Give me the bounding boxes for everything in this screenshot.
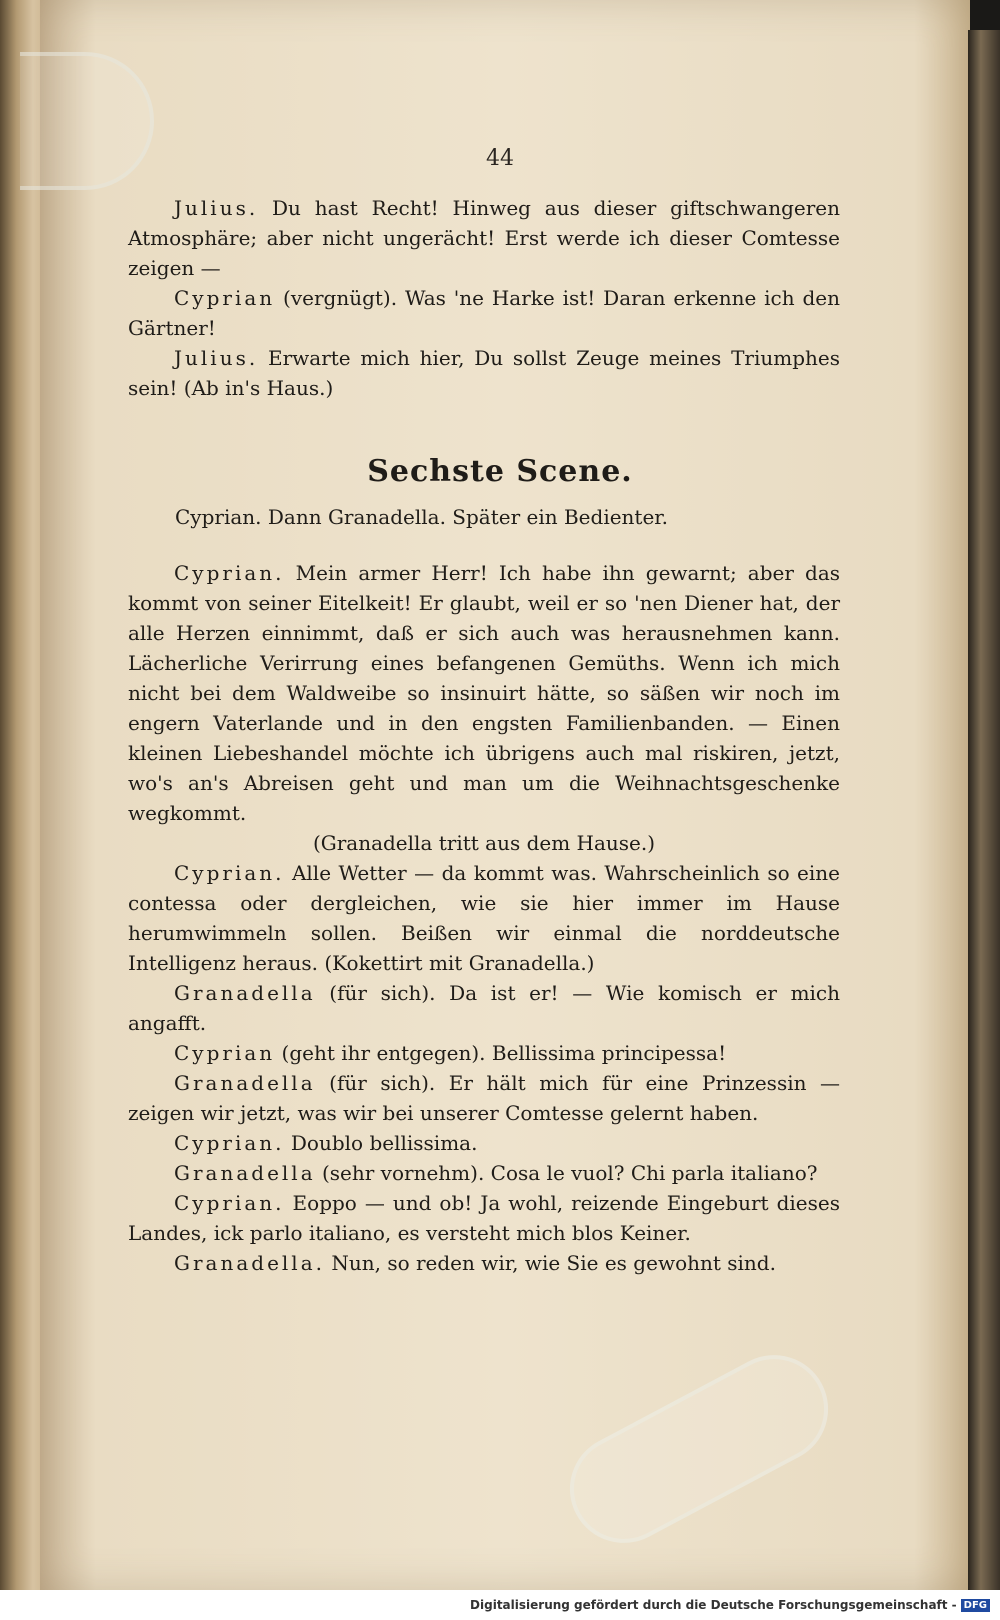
speech-text: (für sich). Er hält mich für eine Prinzessin — zeigen wir jetzt, was wir bei unserer Comtesse gelernt haben. <box>128 1071 841 1125</box>
footer-credit: Digitalisierung gefördert durch die Deutsche Forschungsgemeinschaft - <box>470 1598 957 1612</box>
speech-text: Erwarte mich hier, Du sollst Zeuge meines Triumphes sein! (Ab in's Haus.) <box>128 346 840 400</box>
speech-paragraph <box>128 283 840 343</box>
speech-text: (sehr vornehm). Cosa le vuol? Chi parla italiano? <box>321 1161 818 1185</box>
dfg-logo: DFG <box>961 1599 990 1612</box>
speaker-name: Cyprian. <box>174 1131 285 1155</box>
speech-text: (vergnügt). Was 'ne Harke ist! Daran erkenne ich den Gärtner! <box>128 286 841 340</box>
speaker-name: Granadella <box>174 981 316 1005</box>
scene-title: Sechste Scene. <box>367 454 633 489</box>
speaker-name: Granadella. <box>174 1251 325 1275</box>
speech-text: Du hast Recht! Hinweg aus dieser giftschwangeren Atmosphäre; aber nicht ungerächt! Erst werde ich dieser Comtesse zeigen — <box>128 196 841 280</box>
speech-text: Doublo bellissima. <box>290 1131 478 1155</box>
speech-text: Eoppo — und ob! Ja wohl, reizende Eingeburt dieses Landes, ick parlo italiano, es versteht mich blos Keiner. <box>128 1191 840 1245</box>
speech-paragraph <box>128 978 840 1038</box>
speaker-name: Cyprian <box>174 1041 276 1065</box>
speech-paragraph <box>128 858 840 978</box>
scene-passage <box>128 558 840 1278</box>
cast-line: Cyprian. Dann Granadella. Später ein Bedienter. <box>175 505 669 529</box>
speech-paragraph <box>128 1248 840 1278</box>
speaker-name: Cyprian. <box>174 561 285 585</box>
speech-paragraph <box>128 1038 840 1068</box>
speech-text: (geht ihr entgegen). Bellissima principessa! <box>281 1041 727 1065</box>
speech-paragraph <box>128 343 840 403</box>
speaker-name: Cyprian <box>174 286 276 310</box>
footer-bar <box>0 1590 1000 1620</box>
page-number: 44 <box>486 146 514 171</box>
speech-paragraph <box>128 1128 840 1158</box>
speaker-name: Cyprian. <box>174 861 285 885</box>
speech-text: Alle Wetter — da kommt was. Wahrscheinlich so eine contessa oder dergleichen, wie sie hier immer im Hause herumwimmeln sollen. Beißen wir einmal die norddeutsche Intelligenz heraus. (Kokettirt mit Granadella.) <box>128 861 841 975</box>
speech-paragraph <box>128 1068 840 1128</box>
speaker-name: Granadella <box>174 1071 316 1095</box>
stage-direction: (Granadella tritt aus dem Hause.) <box>312 831 656 855</box>
speech-paragraph <box>128 558 840 828</box>
speaker-name: Cyprian. <box>174 1191 285 1215</box>
speech-paragraph <box>128 1158 840 1188</box>
speaker-name: Julius. <box>174 196 259 220</box>
top-passage <box>128 193 840 403</box>
speaker-name: Julius. <box>174 346 259 370</box>
speech-text: (für sich). Da ist er! — Wie komisch er mich angafft. <box>128 981 841 1035</box>
speech-text: Nun, so reden wir, wie Sie es gewohnt sind. <box>331 1251 776 1275</box>
speech-paragraph <box>128 193 840 283</box>
speech-text: Mein armer Herr! Ich habe ihn gewarnt; aber das kommt von seiner Eitelkeit! Er glaubt, weil er so 'nen Diener hat, der alle Herzen einnimmt, daß er sich auch was herausnehmen kann. Lächerliche Verirrung eines befangenen Gemüths. Wenn ich mich nicht bei dem Waldweibe so insinuirt hätte, so säßen wir noch im engern Vaterlande und in den engsten Familienbanden. — Einen kleinen Liebeshandel möchte ich übrigens auch mal riskiren, jetzt, wo's an's Abreisen geht und man um die Weihnachtsgeschenke wegkommt. <box>128 561 841 825</box>
speaker-name: Granadella <box>174 1161 316 1185</box>
book-edge <box>968 30 1000 1590</box>
speech-paragraph <box>128 1188 840 1248</box>
